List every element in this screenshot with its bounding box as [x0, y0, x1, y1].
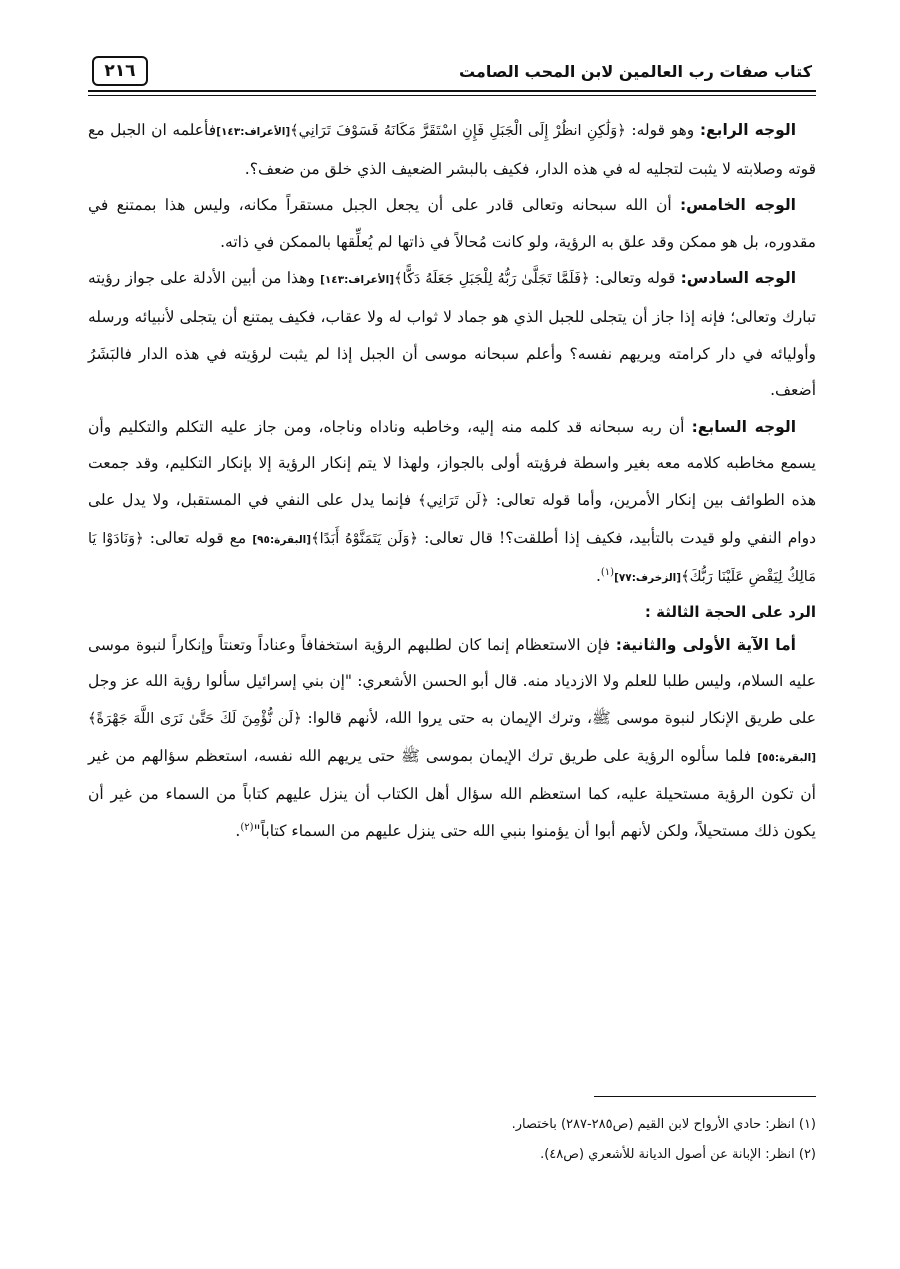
paragraph-5th-aspect [88, 187, 816, 260]
paragraph-text: قوله وتعالى: [589, 269, 681, 288]
page-body [88, 112, 816, 849]
paragraph-label: أما الآية الأولى والثانية: [615, 635, 796, 654]
quran-verse: ﴿فَلَمَّا تَجَلَّىٰ رَبُّهُ لِلْجَبَلِ جَعَلَهُ دَكًّا﴾ [394, 271, 590, 288]
paragraph-label: الوجه السادس: [680, 269, 797, 288]
paragraph-text: أن الله سبحانه وتعالى قادر على أن يجعل الجبل مستقراً مكانه، وليس هذا بممتنع في مقدوره، بل هو ممكن وقد علق به الرؤية، ولو كانت مُحالاً في ذاتها لم يُعلِّقها بالممكن في ذاته. [88, 196, 816, 251]
paragraph-text: وهو قوله: [625, 121, 700, 139]
footnote-marker: (١) [600, 566, 615, 578]
verse-reference: [الأعراف:١٤٣] [320, 274, 395, 287]
verse-reference: [البقرة:٩٥] [252, 533, 312, 546]
quran-verse: ﴿وَنَادَوْا يَا مَالِكُ لِيَقْضِ عَلَيْنَا رَبُّكَ﴾ [88, 530, 816, 586]
paragraph-text: أن ربه سبحانه قد كلمه منه إليه، وخاطبه وناداه وناجاه، ومن جاز عليه التكلم والتكليم وأن يسمع مخاطبه كلامه معه بغير واسطة فرؤيته أولى بالجواز، ولهذا لا يتم إنكار الرؤية إلا بإنكار التكليم، وقد جمعت هذه الطوائف بين إنكار الأمرين، وأما قوله تعالى: [88, 417, 817, 509]
paragraph-label: الوجه السابع: [691, 417, 797, 436]
paragraph-text: فإنما يدل على النفي في المستقبل، ولا يدل على دوام النفي ولو قيدت بالتأبيد، فكيف إذا أطلقت؟! قال تعالى: [88, 490, 817, 547]
paragraph-label: الوجه الخامس: [679, 196, 796, 215]
paragraph-text: فإن الاستعظام إنما كان لطلبهم الرؤية استخفافاً وعناداً وتعنتاً وإنكاراً لنبوة موسى عليه السلام، وليس طلبا للعلم ولا الازدياد منه. قال أبو الحسن الأشعري: "إن بني إسرائيل سألوا رؤية الله عز وجل على طريق الإنكار لنبوة موسى ﷺ، وترك الإيمان به حتى يروا الله، لأنهم قالوا: [88, 635, 817, 727]
verse-reference: [الزخرف:٧٧] [614, 572, 682, 585]
paragraph-label: الوجه الرابع: [699, 121, 797, 139]
page-number: ٢١٦ [92, 56, 148, 86]
quran-verse: ﴿وَلَٰكِنِ انظُرْ إِلَى الْجَبَلِ فَإِنِ اسْتَقَرَّ مَكَانَهُ فَسَوْفَ تَرَانِي﴾ [290, 123, 626, 139]
footnote-2: (٢) انظر: الإبانة عن أصول الديانة للأشعري (ص٤٨). [540, 1147, 816, 1162]
paragraph-end: . [235, 821, 241, 840]
footnote-separator [594, 1096, 816, 1097]
verse-reference: [الأعراف:١٤٣] [216, 126, 291, 138]
footnote-1: (١) انظر: حادي الأرواح لابن القيم (ص٢٨٥-٢٨٧) باختصار. [511, 1117, 816, 1132]
quran-verse: ﴿لَن تَرَانِي﴾ [417, 492, 490, 509]
page-header [90, 52, 816, 92]
paragraph-4th-aspect [88, 112, 816, 187]
paragraph-text: مع قوله تعالى: [143, 528, 253, 547]
verse-reference: [البقرة:٥٥] [757, 751, 816, 764]
paragraph-6th-aspect [88, 260, 816, 408]
footnote-marker: (٢) [240, 821, 254, 833]
paragraph-text: فأعلمه ان الجبل مع قوته وصلابته لا يثبت لتجليه له في هذه الدار، فكيف بالبشر الضعيف الذي خلق من ضعف؟. [88, 121, 816, 178]
book-title: كتاب صفات رب العالمين لابن المحب الصامت [458, 62, 812, 81]
paragraph-text: وهذا من أبين الأدلة على جواز رؤيته تبارك وتعالى؛ فإنه إذا جاز أن يتجلى للجبل الذي هو جماد لا ثواب له ولا عقاب، فكيف يمتنع أن يتجلى لأنبيائه ورسله وأوليائه في دار كرامته ويريهم نفسه؟ وأعلم سبحانه موسى أن الجبل إذا لم يثبت لرؤيته في هذه الدار فالبَشَرُ أضعف. [88, 269, 816, 400]
quran-verse: ﴿لَن نُّؤْمِنَ لَكَ حَتَّىٰ نَرَى اللَّهَ جَهْرَةً﴾ [88, 710, 302, 727]
paragraph-reply [88, 627, 816, 850]
quran-verse: ﴿وَلَن يَتَمَنَّوْهُ أَبَدًا﴾ [311, 530, 418, 547]
paragraph-text: فلما سألوه الرؤية على طريق ترك الإيمان بموسى ﷺ حتى يريهم الله نفسه، استعظم سؤالهم من غير أن تكون الرؤية مستحيلة عليه، كما استعظم الله سؤال أهل الكتاب أن ينزل عليهم كتاباً من السماء من غير أن يكون ذلك مستحيلاً، ولكن لأنهم أبوا أن يؤمنوا بنبي الله حتى ينزل عليهم من السماء كتاباً" [88, 746, 816, 840]
section-heading: الرد على الحجة الثالثة : [644, 602, 816, 621]
paragraph-7th-aspect: الوجه السابع: أن ربه سبحانه قد كلمه منه إليه، وخاطبه وناداه وناجاه، ومن جاز عليه التكلم والتكليم وأن يسمع مخاطبه كلامه معه بغير واسطة فرؤيته أولى بالجواز، ولهذا لا يتم إنكار الرؤية إلا بإنكار التكليم، وقد جمعت هذه الطوائف بين إنكار الأمرين، وأما قوله تعالى: ﴿لَن تَرَانِي﴾ فإنما يدل على النفي في المستقبل، ولا يدل على دوام النفي ولو قيدت بالتأبيد، فكيف إذا أطلقت؟! قال تعالى: ﴿وَلَن يَتَمَنَّوْهُ أَبَدًا﴾[البقرة:٩٥] مع قوله تعالى: ﴿وَنَادَوْا يَا مَالِكُ لِيَقْضِ عَلَيْنَا رَبُّكَ﴾[الزخرف:٧٧]$^{(١)}$. [88, 417, 817, 586]
header-rule-thin [88, 95, 816, 96]
header-rule [88, 90, 816, 92]
footnotes [88, 1110, 816, 1170]
